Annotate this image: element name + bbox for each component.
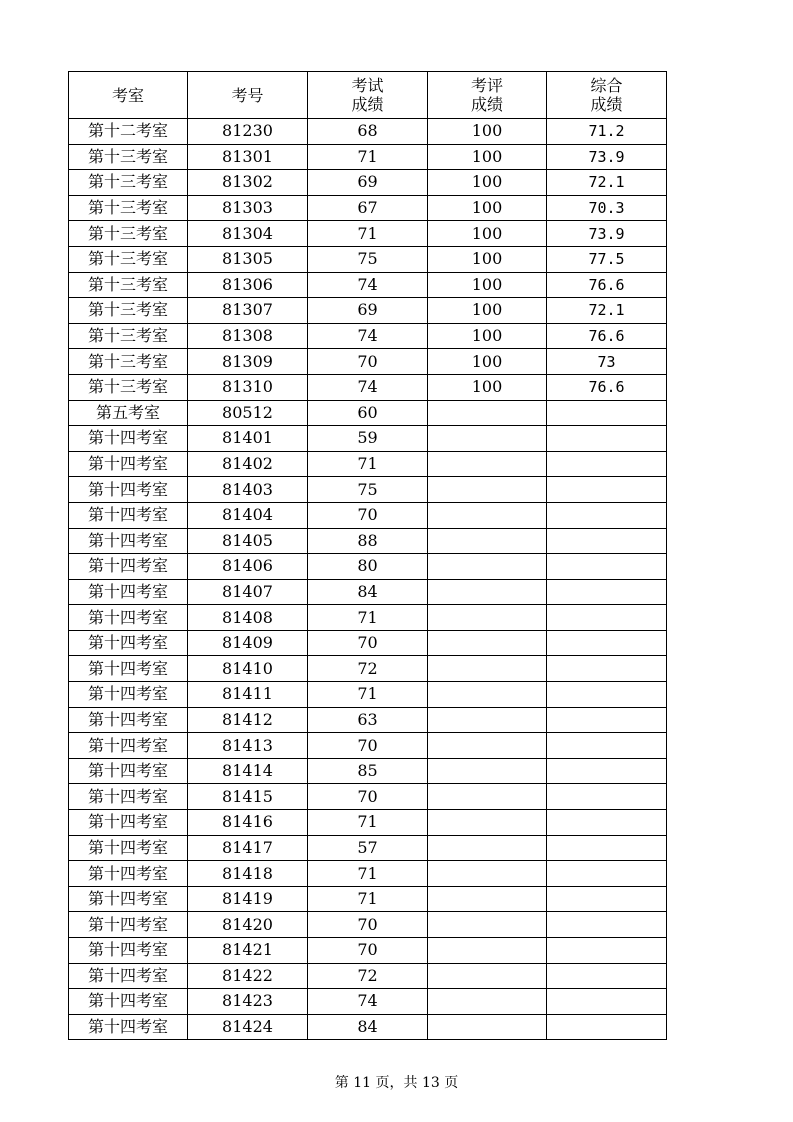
cell-exam-number: 81414 [188, 758, 308, 784]
cell-exam-score: 74 [308, 374, 428, 400]
header-line: 成绩 [470, 95, 503, 114]
cell-room: 第十四考室 [69, 912, 188, 938]
cell-exam-number: 81308 [188, 323, 308, 349]
table-row [69, 835, 667, 861]
cell-exam-score: 71 [308, 861, 428, 887]
cell-exam-number: 80512 [188, 400, 308, 426]
cell-exam-score: 71 [308, 221, 428, 247]
table-row [69, 1014, 667, 1040]
cell-exam-number: 81422 [188, 963, 308, 989]
cell-exam-number: 81310 [188, 374, 308, 400]
cell-total-score: 70.3 [547, 195, 667, 221]
page-footer: 第 11 页，共 13 页 [334, 1075, 459, 1091]
cell-total-score [547, 963, 667, 989]
table-row [69, 810, 667, 836]
cell-exam-score: 75 [308, 246, 428, 272]
cell-eval-score: 100 [428, 144, 547, 170]
cell-eval-score [428, 528, 547, 554]
cell-exam-score: 72 [308, 656, 428, 682]
table-row [69, 323, 667, 349]
cell-exam-number: 81301 [188, 144, 308, 170]
cell-eval-score: 100 [428, 221, 547, 247]
cell-exam-number: 81421 [188, 938, 308, 964]
cell-exam-number: 81404 [188, 502, 308, 528]
cell-total-score [547, 938, 667, 964]
cell-total-score [547, 886, 667, 912]
cell-eval-score [428, 502, 547, 528]
cell-room: 第十四考室 [69, 682, 188, 708]
cell-room: 第十三考室 [69, 323, 188, 349]
cell-eval-score [428, 451, 547, 477]
cell-exam-score: 88 [308, 528, 428, 554]
cell-total-score [547, 426, 667, 452]
cell-total-score [547, 528, 667, 554]
cell-total-score: 71.2 [547, 119, 667, 145]
cell-total-score [547, 1014, 667, 1040]
cell-eval-score: 100 [428, 170, 547, 196]
cell-exam-number: 81415 [188, 784, 308, 810]
cell-total-score [547, 784, 667, 810]
table-row [69, 656, 667, 682]
cell-room: 第十三考室 [69, 144, 188, 170]
cell-exam-score: 70 [308, 938, 428, 964]
table-row [69, 528, 667, 554]
cell-exam-number: 81309 [188, 349, 308, 375]
table-row [69, 733, 667, 759]
cell-exam-score: 60 [308, 400, 428, 426]
cell-exam-score: 70 [308, 912, 428, 938]
cell-room: 第十三考室 [69, 246, 188, 272]
header-line: 考室 [111, 85, 144, 105]
cell-exam-number: 81411 [188, 682, 308, 708]
table-row [69, 886, 667, 912]
cell-eval-score: 100 [428, 195, 547, 221]
cell-exam-score: 70 [308, 630, 428, 656]
cell-exam-score: 71 [308, 144, 428, 170]
cell-total-score [547, 810, 667, 836]
cell-exam-score: 72 [308, 963, 428, 989]
table-row [69, 502, 667, 528]
cell-exam-number: 81418 [188, 861, 308, 887]
cell-eval-score [428, 630, 547, 656]
header-line: 考评 [470, 76, 503, 95]
cell-exam-score: 71 [308, 682, 428, 708]
cell-room: 第十四考室 [69, 989, 188, 1015]
cell-exam-number: 81403 [188, 477, 308, 503]
cell-exam-number: 81407 [188, 579, 308, 605]
cell-exam-number: 81306 [188, 272, 308, 298]
cell-total-score [547, 605, 667, 631]
cell-room: 第十四考室 [69, 758, 188, 784]
cell-eval-score [428, 605, 547, 631]
header-line: 成绩 [590, 95, 623, 114]
cell-total-score [547, 656, 667, 682]
cell-exam-score: 74 [308, 323, 428, 349]
cell-eval-score [428, 758, 547, 784]
table-row [69, 938, 667, 964]
header-exam-number [188, 72, 308, 119]
table-row [69, 861, 667, 887]
table-row [69, 682, 667, 708]
cell-eval-score: 100 [428, 298, 547, 324]
table-row [69, 707, 667, 733]
header-line: 考号 [231, 85, 264, 105]
table-row [69, 758, 667, 784]
cell-total-score [547, 477, 667, 503]
cell-total-score: 76.6 [547, 272, 667, 298]
cell-room: 第十三考室 [69, 349, 188, 375]
cell-room: 第十三考室 [69, 298, 188, 324]
table-header [69, 72, 667, 119]
cell-exam-number: 81423 [188, 989, 308, 1015]
cell-exam-score: 75 [308, 477, 428, 503]
table-row [69, 989, 667, 1015]
cell-eval-score [428, 861, 547, 887]
cell-room: 第十四考室 [69, 733, 188, 759]
cell-room: 第十二考室 [69, 119, 188, 145]
table-row [69, 374, 667, 400]
cell-room: 第十三考室 [69, 374, 188, 400]
cell-total-score [547, 758, 667, 784]
cell-exam-number: 81424 [188, 1014, 308, 1040]
table-row [69, 221, 667, 247]
cell-eval-score [428, 707, 547, 733]
cell-total-score [547, 912, 667, 938]
table-body [69, 119, 667, 1040]
cell-total-score: 73 [547, 349, 667, 375]
cell-exam-number: 81416 [188, 810, 308, 836]
cell-exam-number: 81420 [188, 912, 308, 938]
table-row [69, 554, 667, 580]
cell-room: 第十四考室 [69, 938, 188, 964]
table-row [69, 630, 667, 656]
cell-total-score: 73.9 [547, 221, 667, 247]
cell-eval-score [428, 733, 547, 759]
cell-exam-score: 71 [308, 886, 428, 912]
cell-eval-score [428, 835, 547, 861]
table-row [69, 579, 667, 605]
cell-room: 第十四考室 [69, 554, 188, 580]
cell-exam-number: 81419 [188, 886, 308, 912]
cell-total-score [547, 682, 667, 708]
table-row [69, 170, 667, 196]
cell-eval-score [428, 810, 547, 836]
cell-room: 第五考室 [69, 400, 188, 426]
cell-eval-score: 100 [428, 272, 547, 298]
cell-exam-number: 81304 [188, 221, 308, 247]
cell-exam-score: 68 [308, 119, 428, 145]
cell-room: 第十三考室 [69, 272, 188, 298]
cell-room: 第十四考室 [69, 861, 188, 887]
cell-room: 第十三考室 [69, 221, 188, 247]
cell-exam-number: 81406 [188, 554, 308, 580]
cell-total-score [547, 861, 667, 887]
cell-exam-score: 63 [308, 707, 428, 733]
table-row [69, 605, 667, 631]
cell-total-score [547, 451, 667, 477]
cell-exam-score: 84 [308, 1014, 428, 1040]
cell-eval-score: 100 [428, 246, 547, 272]
cell-exam-score: 85 [308, 758, 428, 784]
table-row [69, 272, 667, 298]
cell-eval-score [428, 682, 547, 708]
header-total-score [547, 72, 667, 119]
cell-exam-number: 81413 [188, 733, 308, 759]
cell-eval-score [428, 938, 547, 964]
cell-exam-score: 84 [308, 579, 428, 605]
cell-room: 第十四考室 [69, 784, 188, 810]
table-row [69, 246, 667, 272]
cell-eval-score [428, 477, 547, 503]
cell-exam-number: 81409 [188, 630, 308, 656]
cell-room: 第十四考室 [69, 426, 188, 452]
cell-room: 第十四考室 [69, 886, 188, 912]
table-row [69, 963, 667, 989]
cell-total-score [547, 579, 667, 605]
table-row [69, 144, 667, 170]
table-row [69, 426, 667, 452]
cell-eval-score [428, 784, 547, 810]
cell-eval-score [428, 886, 547, 912]
cell-exam-score: 80 [308, 554, 428, 580]
cell-eval-score: 100 [428, 374, 547, 400]
header-line: 综合 [590, 76, 623, 95]
cell-eval-score: 100 [428, 119, 547, 145]
cell-eval-score: 100 [428, 349, 547, 375]
cell-room: 第十四考室 [69, 963, 188, 989]
table-row [69, 477, 667, 503]
cell-room: 第十四考室 [69, 810, 188, 836]
header-room [69, 72, 188, 119]
cell-exam-score: 70 [308, 502, 428, 528]
cell-eval-score [428, 912, 547, 938]
cell-eval-score: 100 [428, 323, 547, 349]
table-row [69, 195, 667, 221]
cell-room: 第十四考室 [69, 605, 188, 631]
table-row [69, 119, 667, 145]
cell-total-score: 76.6 [547, 323, 667, 349]
header-exam-score [308, 72, 428, 119]
cell-total-score: 76.6 [547, 374, 667, 400]
cell-exam-score: 57 [308, 835, 428, 861]
cell-exam-score: 69 [308, 298, 428, 324]
cell-exam-number: 81405 [188, 528, 308, 554]
table-row [69, 451, 667, 477]
cell-room: 第十三考室 [69, 170, 188, 196]
cell-total-score [547, 400, 667, 426]
cell-exam-score: 70 [308, 733, 428, 759]
cell-exam-score: 74 [308, 989, 428, 1015]
cell-room: 第十四考室 [69, 707, 188, 733]
cell-eval-score [428, 579, 547, 605]
cell-exam-number: 81408 [188, 605, 308, 631]
cell-exam-score: 71 [308, 451, 428, 477]
cell-eval-score [428, 554, 547, 580]
cell-total-score [547, 707, 667, 733]
cell-total-score [547, 502, 667, 528]
cell-room: 第十四考室 [69, 835, 188, 861]
cell-exam-number: 81410 [188, 656, 308, 682]
cell-total-score: 73.9 [547, 144, 667, 170]
cell-exam-number: 81401 [188, 426, 308, 452]
cell-eval-score [428, 656, 547, 682]
cell-eval-score [428, 400, 547, 426]
cell-eval-score [428, 963, 547, 989]
cell-exam-score: 70 [308, 349, 428, 375]
cell-room: 第十四考室 [69, 630, 188, 656]
cell-room: 第十四考室 [69, 451, 188, 477]
cell-total-score: 77.5 [547, 246, 667, 272]
cell-exam-score: 69 [308, 170, 428, 196]
cell-room: 第十四考室 [69, 656, 188, 682]
cell-exam-score: 74 [308, 272, 428, 298]
cell-exam-score: 71 [308, 810, 428, 836]
cell-room: 第十三考室 [69, 195, 188, 221]
cell-room: 第十四考室 [69, 528, 188, 554]
table-row [69, 298, 667, 324]
table-row [69, 400, 667, 426]
header-eval-score [428, 72, 547, 119]
cell-exam-number: 81305 [188, 246, 308, 272]
cell-total-score [547, 733, 667, 759]
cell-total-score [547, 554, 667, 580]
grades-table [68, 71, 667, 1040]
table-row [69, 912, 667, 938]
cell-room: 第十四考室 [69, 502, 188, 528]
cell-room: 第十四考室 [69, 579, 188, 605]
cell-total-score: 72.1 [547, 298, 667, 324]
cell-exam-number: 81230 [188, 119, 308, 145]
header-row [69, 72, 667, 119]
cell-total-score [547, 835, 667, 861]
cell-eval-score [428, 426, 547, 452]
table-row [69, 349, 667, 375]
cell-exam-score: 67 [308, 195, 428, 221]
cell-exam-number: 81303 [188, 195, 308, 221]
header-line: 考试 [351, 76, 384, 95]
cell-eval-score [428, 1014, 547, 1040]
cell-exam-number: 81402 [188, 451, 308, 477]
cell-exam-number: 81302 [188, 170, 308, 196]
cell-exam-number: 81412 [188, 707, 308, 733]
cell-exam-number: 81417 [188, 835, 308, 861]
cell-total-score [547, 630, 667, 656]
cell-room: 第十四考室 [69, 1014, 188, 1040]
cell-exam-number: 81307 [188, 298, 308, 324]
cell-room: 第十四考室 [69, 477, 188, 503]
cell-total-score: 72.1 [547, 170, 667, 196]
table-row [69, 784, 667, 810]
cell-eval-score [428, 989, 547, 1015]
header-line: 成绩 [351, 95, 384, 114]
cell-exam-score: 71 [308, 605, 428, 631]
cell-total-score [547, 989, 667, 1015]
cell-exam-score: 59 [308, 426, 428, 452]
cell-exam-score: 70 [308, 784, 428, 810]
